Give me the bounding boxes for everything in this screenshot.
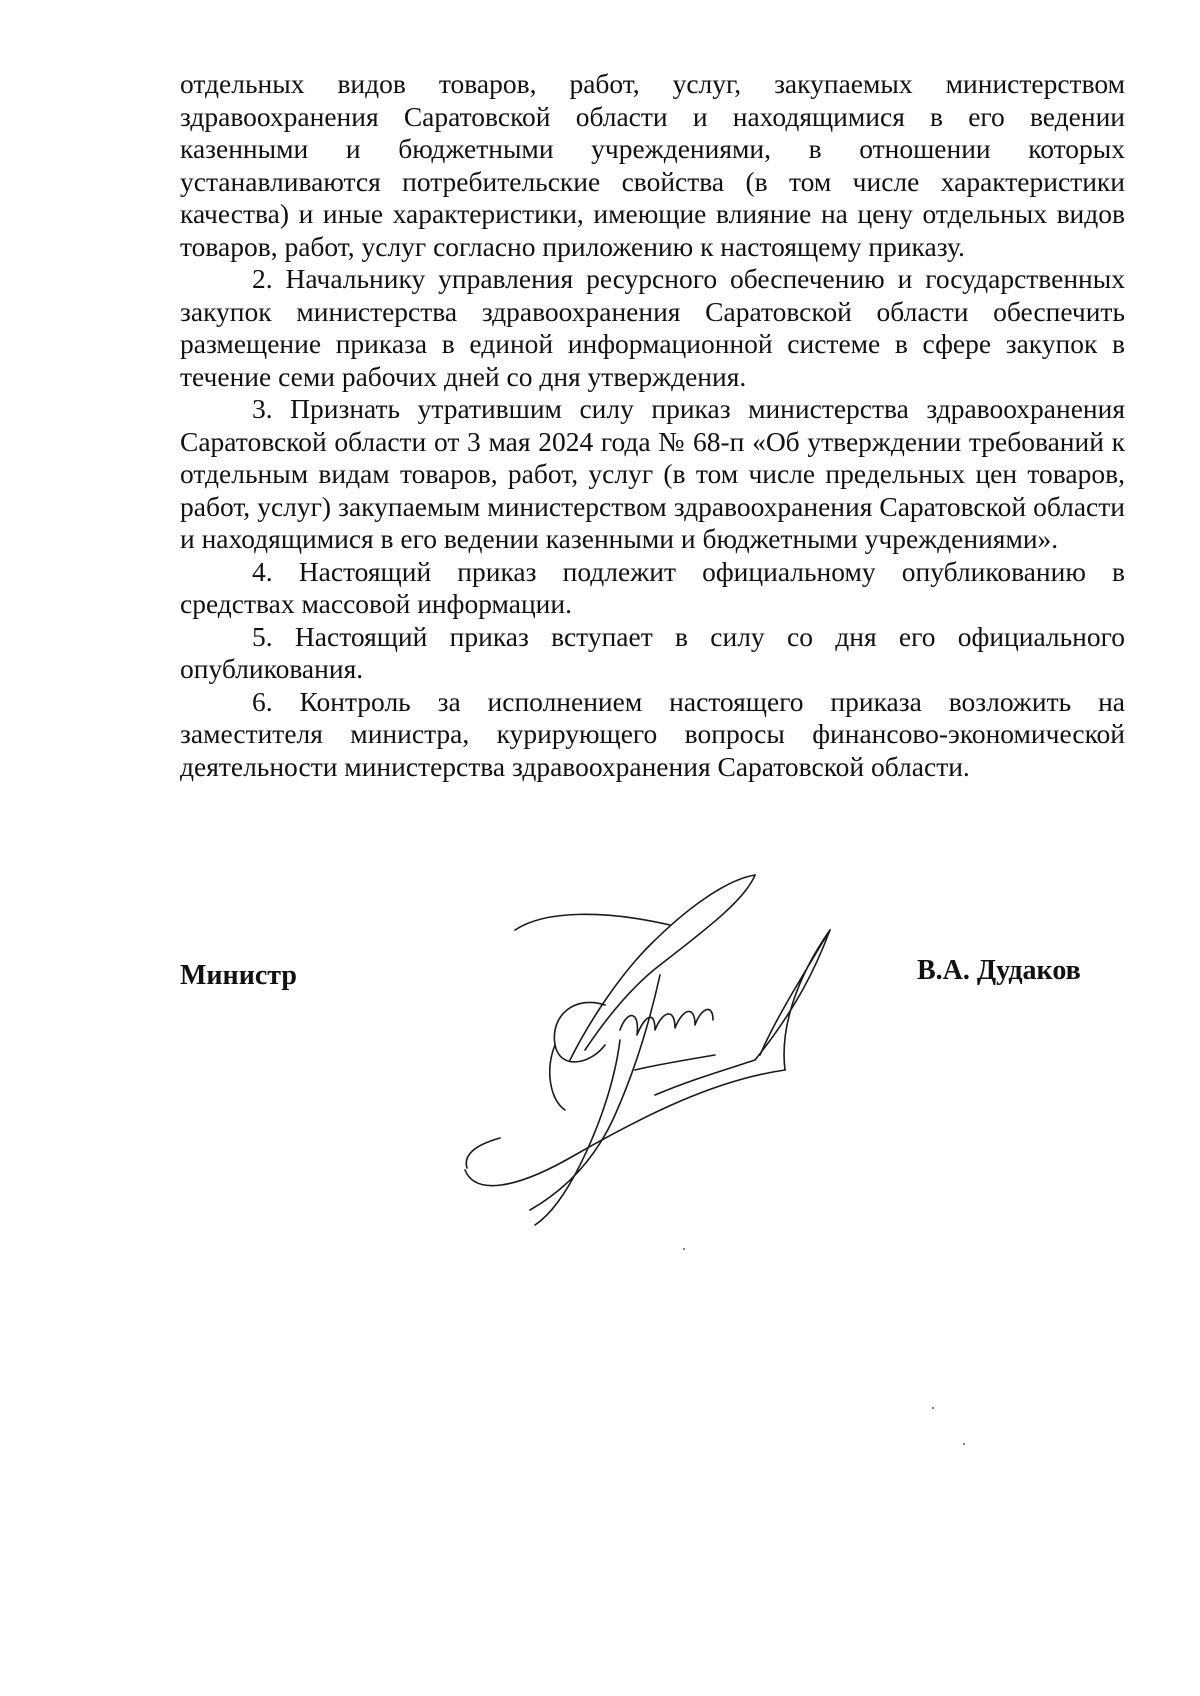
scan-speck xyxy=(683,1248,685,1250)
paragraph-item-4: 4. Настоящий приказ подлежит официальному опубликованию в средствах массовой информации. xyxy=(180,555,1125,619)
scan-speck xyxy=(932,1407,934,1409)
document-body xyxy=(180,68,1125,783)
paragraph-item-3: 3. Признать утратившим силу приказ министерства здравоохранения Саратовской области от 3 мая 2024 года № 68-п «Об утверждении требований к отдельным видам товаров, работ, услуг (в том числе предельных цен товаров, работ, услуг) закупаемым министерством здравоохранения Саратовской области и находящимися в его ведении казенными и бюджетными учреждениями». xyxy=(180,393,1125,554)
paragraph-item-2: 2. Начальнику управления ресурсного обеспечению и государственных закупок министерства здравоохранения Саратовской области обеспечить размещение приказа в единой информационной системе в сфере закупок в течение семи рабочих дней со дня утверждения. xyxy=(180,263,1125,392)
signatory-title: Министр xyxy=(180,960,297,991)
paragraph-item-6: 6. Контроль за исполнением настоящего приказа возложить на заместителя министра, курирующего вопросы финансово-экономической деятельности министерства здравоохранения Саратовской области. xyxy=(180,685,1125,782)
scan-speck xyxy=(963,1443,965,1445)
handwritten-signature xyxy=(455,870,885,1230)
paragraph-item-5: 5. Настоящий приказ вступает в силу со дня его официального опубликования. xyxy=(180,620,1125,684)
paragraph-continuation: отдельных видов товаров, работ, услуг, закупаемых министерством здравоохранения Саратовской области и находящимися в его ведении казенными и бюджетными учреждениями, в отношении которых устанавливаются потребительские свойства (в том числе характеристики качества) и иные характеристики, имеющие влияние на цену отдельных видов товаров, работ, услуг согласно приложению к настоящему приказу. xyxy=(180,68,1125,262)
signatory-name: В.А. Дудаков xyxy=(917,955,1081,986)
